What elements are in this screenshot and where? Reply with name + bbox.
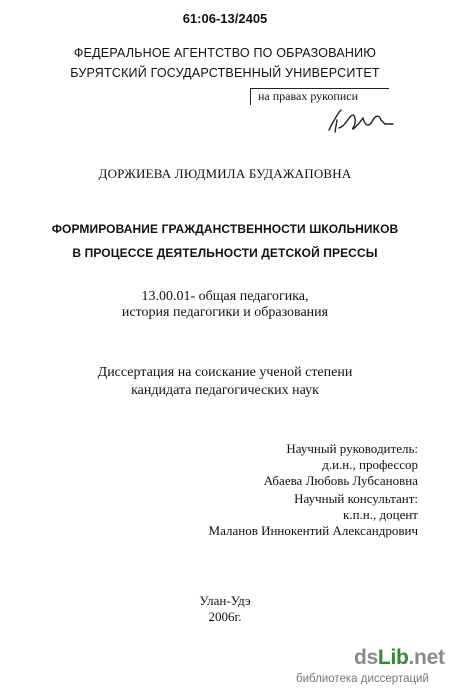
degree-line-2: кандидата педагогических наук bbox=[131, 383, 319, 398]
supervisor-name: Абаева Любовь Лубсановна bbox=[263, 473, 418, 488]
dslib-subtitle: библиотека диссертаций bbox=[296, 673, 429, 685]
consultant-degree: к.п.н., доцент bbox=[343, 507, 418, 522]
specialty-line-2: история педагогики и образования bbox=[121, 305, 329, 320]
archive-code: 61:06-13/2405 bbox=[182, 11, 268, 26]
city: Улан-Удэ bbox=[199, 593, 251, 608]
title-line-2: В ПРОЦЕССЕ ДЕЯТЕЛЬНОСТИ ДЕТСКОЙ ПРЕССЫ bbox=[72, 246, 378, 260]
consultant-label: Научный консультант: bbox=[294, 491, 418, 506]
specialty-line-1: 13.00.01- общая педагогика, bbox=[141, 289, 309, 304]
rights-label: на правах рукописи bbox=[258, 89, 358, 103]
consultant-name: Маланов Иннокентий Александрович bbox=[208, 523, 418, 538]
supervisor-degree: д.и.н., профессор bbox=[322, 457, 418, 472]
logo-lib: Lib bbox=[377, 646, 409, 669]
handwritten-signature bbox=[325, 106, 395, 136]
supervisor-label: Научный руководитель: bbox=[286, 441, 418, 456]
title-line-1: ФОРМИРОВАНИЕ ГРАЖДАНСТВЕННОСТИ ШКОЛЬНИКОВ bbox=[51, 222, 399, 236]
logo-net: .net bbox=[408, 646, 445, 669]
year: 2006г. bbox=[208, 609, 242, 624]
university-line: БУРЯТСКИЙ ГОСУДАРСТВЕННЫЙ УНИВЕРСИТЕТ bbox=[70, 66, 380, 80]
logo-ds: ds bbox=[354, 646, 378, 669]
dslib-logo[interactable] bbox=[354, 646, 445, 670]
degree-line-1: Диссертация на соискание ученой степени bbox=[97, 365, 353, 380]
ministry-line: ФЕДЕРАЛЬНОЕ АГЕНТСТВО ПО ОБРАЗОВАНИЮ bbox=[73, 46, 377, 60]
author-name: ДОРЖИЕВА ЛЮДМИЛА БУДАЖАПОВНА bbox=[98, 166, 352, 181]
